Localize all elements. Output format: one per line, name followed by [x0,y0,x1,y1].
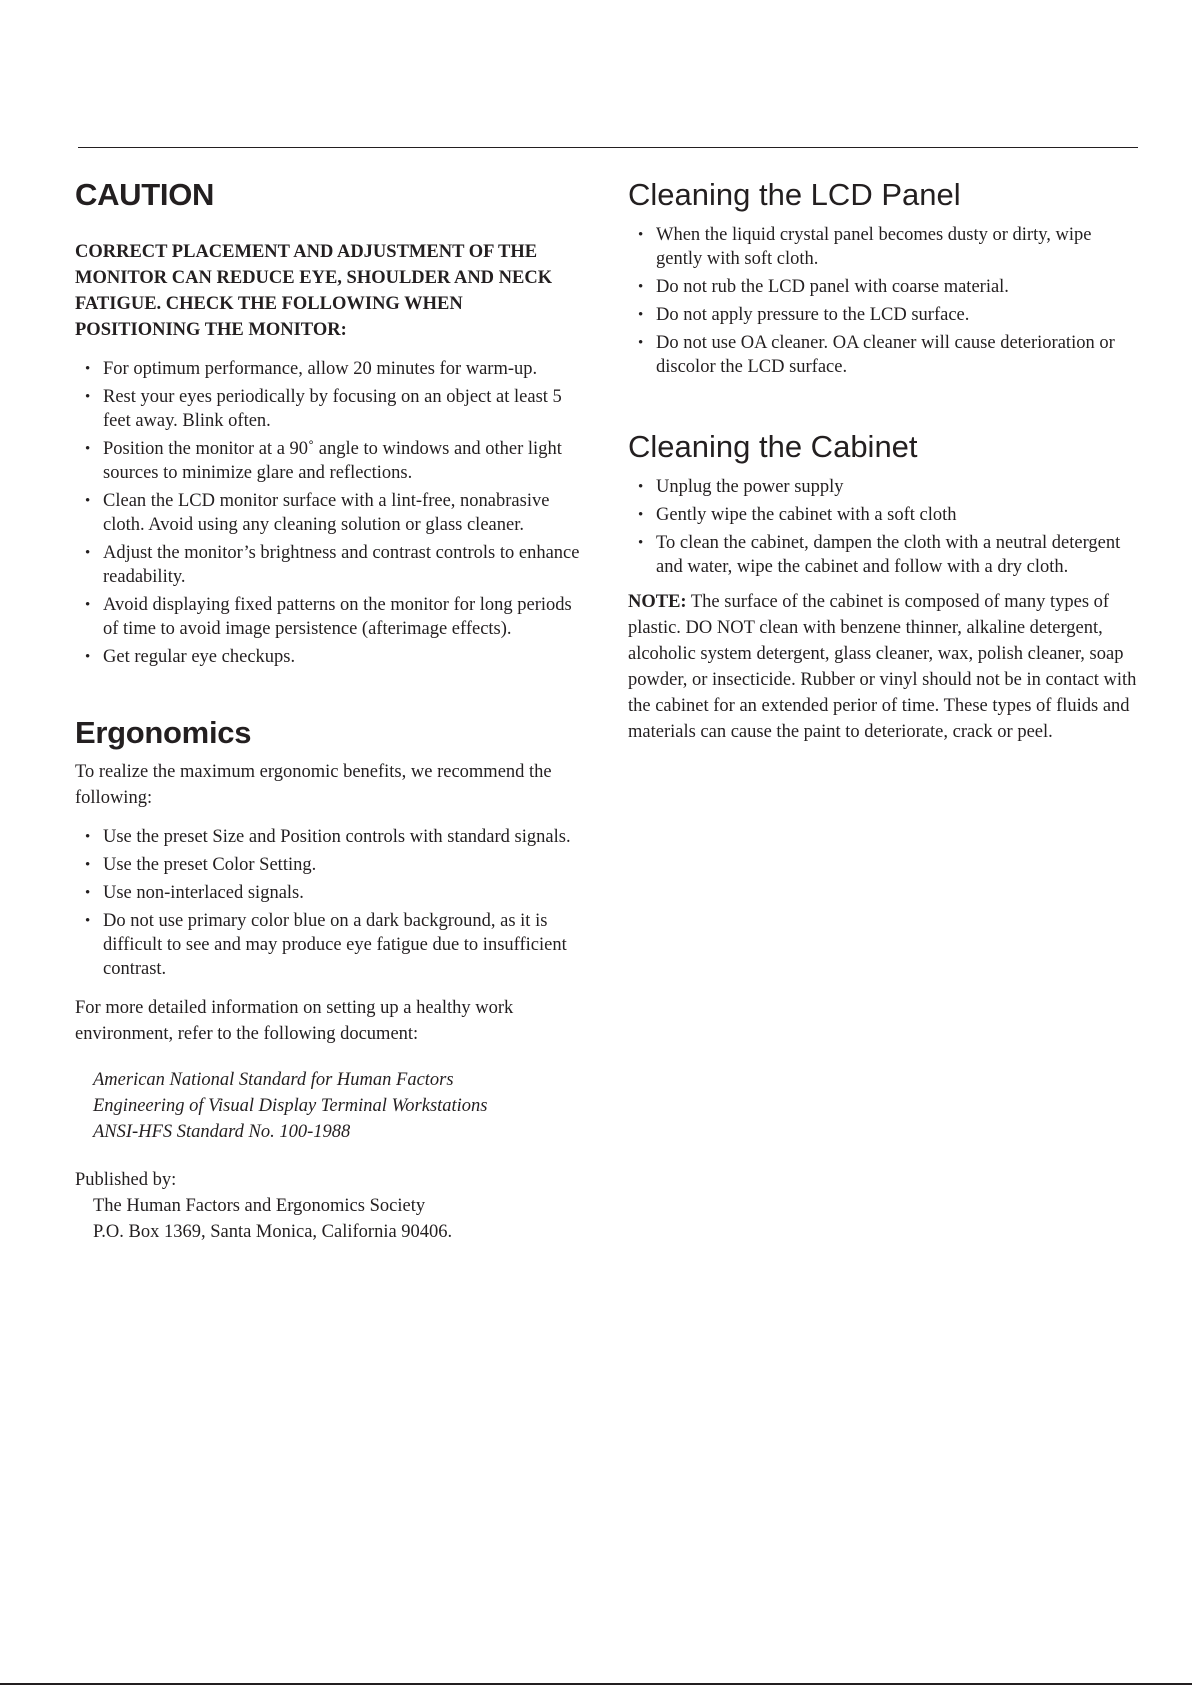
lcd-list [628,223,1138,379]
ergonomics-detail: For more detailed information on setting up a healthy work environment, refer to the following document: [75,998,514,1044]
publisher-line: P.O. Box 1369, Santa Monica, California 90406. [93,1222,453,1242]
list-item: • Gently wipe the cabinet with a soft cloth [656,503,1138,527]
cabinet-note [628,589,1138,745]
caution-list [75,357,585,669]
header-rule [78,147,1138,148]
lcd-section [628,175,1138,379]
list-item: • Do not use primary color blue on a dark background, as it is difficult to see and may produce eye fatigue due to insufficient contrast. [103,909,585,981]
right-column [628,175,1138,745]
list-item: • Avoid displaying fixed patterns on the monitor for long periods of time to avoid image persistence (afterimage effects). [103,593,585,641]
cabinet-heading: Cleaning the Cabinet [628,429,918,464]
ergonomics-intro: To realize the maximum ergonomic benefits, we recommend the following: [75,762,552,808]
list-item: • Adjust the monitor’s brightness and contrast controls to enhance readability. [103,541,585,589]
list-item: • To clean the cabinet, dampen the cloth with a neutral detergent and water, wipe the cabinet and follow with a dry cloth. [656,531,1138,579]
list-item: • Rest your eyes periodically by focusing on an object at least 5 feet away. Blink often. [103,385,585,433]
list-item: • When the liquid crystal panel becomes dusty or dirty, wipe gently with soft cloth. [656,223,1138,271]
list-item: • Do not use OA cleaner. OA cleaner will cause deterioration or discolor the LCD surface. [656,331,1138,379]
cabinet-list [628,475,1138,579]
publisher-line: The Human Factors and Ergonomics Society [93,1196,426,1216]
note-label: NOTE: [628,592,687,612]
caution-heading: CAUTION [75,177,215,212]
list-item: • Unplug the power supply [656,475,1138,499]
list-item: • Use non-interlaced signals. [103,881,585,905]
lcd-heading: Cleaning the LCD Panel [628,177,961,212]
reference-document [75,1067,585,1145]
list-item: • Position the monitor at a 90˚ angle to windows and other light sources to minimize glare and reflections. [103,437,585,485]
caution-section [75,175,585,669]
list-item: • For optimum performance, allow 20 minutes for warm-up. [103,357,585,381]
reference-line: Engineering of Visual Display Terminal Workstations [93,1096,488,1116]
reference-line: American National Standard for Human Factors [93,1070,454,1090]
left-column [75,175,585,1245]
ergonomics-list [75,825,585,981]
cabinet-section [628,427,1138,745]
publisher-info [75,1193,585,1245]
list-item: • Clean the LCD monitor surface with a lint-free, nonabrasive cloth. Avoid using any cleaning solution or glass cleaner. [103,489,585,537]
reference-line: ANSI-HFS Standard No. 100-1988 [93,1122,351,1142]
list-item: • Do not apply pressure to the LCD surface. [656,303,1138,327]
published-label: Published by: [75,1170,177,1190]
list-item: • Do not rub the LCD panel with coarse material. [656,275,1138,299]
caution-intro: CORRECT PLACEMENT AND ADJUSTMENT OF THE MONITOR CAN REDUCE EYE, SHOULDER AND NECK FATIGUE. CHECK THE FOLLOWING WHEN POSITIONING THE MONITOR: [75,242,553,340]
list-item: • Use the preset Size and Position controls with standard signals. [103,825,585,849]
note-text: The surface of the cabinet is composed of many types of plastic. DO NOT clean with benzene thinner, alkaline detergent, alcoholic system detergent, glass cleaner, wax, polish cleaner, soap powder, or insecticide. Rubber or vinyl should not be in contact with the cabinet for an extended perior of time. These types of fluids and materials can cause the paint to deteriorate, crack or peel. [628,592,1137,742]
list-item: • Use the preset Color Setting. [103,853,585,877]
list-item: • Get regular eye checkups. [103,645,585,669]
ergonomics-heading: Ergonomics [75,715,252,750]
ergonomics-section [75,713,585,1245]
